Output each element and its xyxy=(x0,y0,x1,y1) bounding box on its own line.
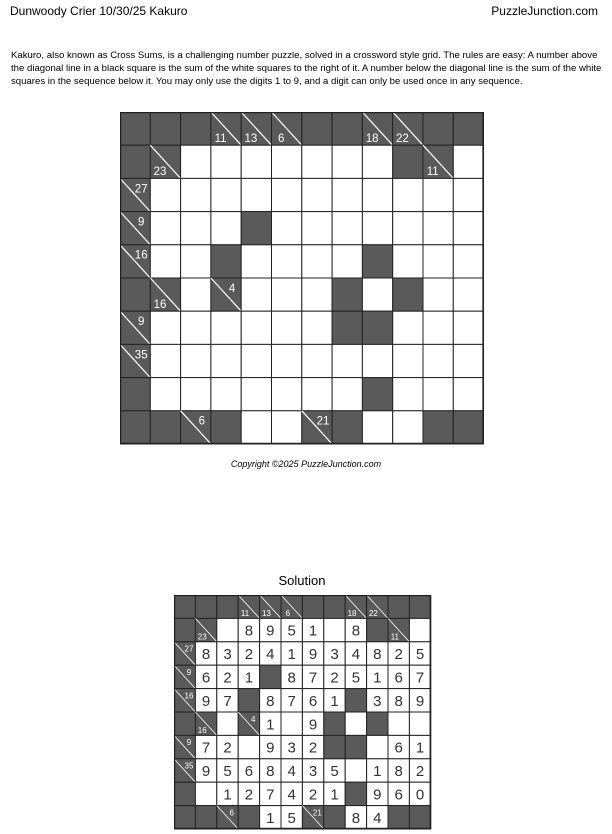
entry-cell[interactable] xyxy=(150,344,180,377)
entry-cell[interactable] xyxy=(211,311,241,344)
block-cell xyxy=(120,112,150,145)
down-clue: 16 xyxy=(153,298,167,311)
entry-cell[interactable] xyxy=(453,311,483,344)
down-clue: 13 xyxy=(244,132,258,145)
solution-digit: 6 xyxy=(394,739,403,757)
entry-cell[interactable] xyxy=(423,311,453,344)
solution-digit: 5 xyxy=(415,646,425,664)
solution-digit: 4 xyxy=(287,763,296,781)
solution-digit: 8 xyxy=(351,809,361,827)
block-cell xyxy=(181,112,211,145)
entry-cell[interactable] xyxy=(150,212,180,245)
down-clue: 18 xyxy=(365,132,379,145)
entry-cell[interactable] xyxy=(362,344,392,377)
block-cell xyxy=(211,411,241,444)
solution-digit: 3 xyxy=(223,646,232,664)
entry-cell[interactable] xyxy=(393,245,423,278)
solution-digit: 8 xyxy=(244,622,254,640)
solution-digit: 2 xyxy=(415,763,425,781)
block-cell xyxy=(238,806,259,829)
block-cell xyxy=(345,689,366,712)
entry-cell[interactable] xyxy=(393,311,423,344)
solution-digit: 5 xyxy=(223,763,232,781)
block-cell xyxy=(174,782,195,805)
solution-digit: 1 xyxy=(266,809,275,827)
block-cell xyxy=(238,689,259,712)
block-cell xyxy=(332,411,362,444)
block-cell xyxy=(393,145,423,178)
entry-cell[interactable] xyxy=(181,178,211,211)
entry-cell[interactable] xyxy=(453,278,483,311)
solution-digit: 5 xyxy=(287,622,296,640)
entry-cell[interactable] xyxy=(302,344,332,377)
solution-digit: 9 xyxy=(266,622,275,640)
across-clue: 6 xyxy=(198,415,206,428)
entry-cell[interactable] xyxy=(302,378,332,411)
solution-digit: 9 xyxy=(373,786,382,804)
entry-cell[interactable] xyxy=(302,145,332,178)
solution-digit: 1 xyxy=(223,786,232,804)
solution-digit: 2 xyxy=(244,786,254,804)
entry-cell[interactable] xyxy=(302,311,332,344)
entry-cell xyxy=(409,712,430,735)
across-clue: 16 xyxy=(134,249,148,262)
solution-digit: 6 xyxy=(201,669,211,687)
across-clue: 9 xyxy=(138,216,145,229)
block-cell xyxy=(120,145,150,178)
solution-digit: 1 xyxy=(373,763,382,781)
solution-digit: 6 xyxy=(394,669,403,687)
entry-cell[interactable] xyxy=(453,344,483,377)
block-cell xyxy=(409,806,430,829)
block-cell xyxy=(332,112,362,145)
block-cell xyxy=(120,411,150,444)
entry-cell[interactable] xyxy=(362,411,392,444)
entry-cell[interactable] xyxy=(423,245,453,278)
down-clue: 11 xyxy=(240,609,250,619)
block-cell xyxy=(217,595,238,618)
solution-digit: 8 xyxy=(373,646,382,664)
down-clue: 6 xyxy=(285,609,291,619)
down-clue: 11 xyxy=(390,632,400,642)
entry-cell[interactable] xyxy=(181,344,211,377)
solution-digit: 1 xyxy=(373,669,382,687)
entry-cell[interactable] xyxy=(211,178,241,211)
entry-cell[interactable] xyxy=(211,145,241,178)
solution-digit: 6 xyxy=(308,692,318,710)
entry-cell[interactable] xyxy=(393,212,423,245)
entry-cell[interactable] xyxy=(302,212,332,245)
entry-cell[interactable] xyxy=(241,245,271,278)
block-cell xyxy=(423,411,453,444)
entry-cell[interactable] xyxy=(332,145,362,178)
solution-digit: 5 xyxy=(287,809,296,827)
block-cell xyxy=(302,595,323,618)
entry-cell[interactable] xyxy=(150,378,180,411)
block-cell xyxy=(302,112,332,145)
solution-digit: 4 xyxy=(266,646,275,664)
solution-digit: 7 xyxy=(223,692,232,710)
solution-digit: 2 xyxy=(308,786,318,804)
entry-cell[interactable] xyxy=(302,278,332,311)
entry-cell[interactable] xyxy=(302,178,332,211)
solution-digit: 8 xyxy=(266,763,275,781)
solution-digit: 1 xyxy=(330,692,339,710)
entry-cell[interactable] xyxy=(362,145,392,178)
block-cell xyxy=(195,595,216,618)
entry-cell[interactable] xyxy=(362,178,392,211)
block-cell xyxy=(174,595,195,618)
entry-cell xyxy=(281,712,302,735)
entry-cell[interactable] xyxy=(181,278,211,311)
entry-cell xyxy=(324,618,345,641)
block-cell xyxy=(362,245,392,278)
solution-digit: 4 xyxy=(287,786,296,804)
solution-digit: 9 xyxy=(266,739,275,757)
solution-digit: 7 xyxy=(201,739,211,757)
down-clue: 11 xyxy=(426,166,439,179)
entry-cell[interactable] xyxy=(272,411,302,444)
solution-digit: 7 xyxy=(287,692,296,710)
block-cell xyxy=(174,712,195,735)
entry-cell[interactable] xyxy=(423,178,453,211)
across-clue: 9 xyxy=(186,738,192,748)
kakuro-solution-grid xyxy=(174,595,432,830)
entry-cell xyxy=(388,712,409,735)
entry-cell[interactable] xyxy=(393,178,423,211)
across-clue: 4 xyxy=(228,282,236,295)
solution-digit: 3 xyxy=(308,763,318,781)
across-clue: 6 xyxy=(229,808,235,818)
entry-cell[interactable] xyxy=(211,344,241,377)
block-cell xyxy=(367,618,388,641)
entry-cell[interactable] xyxy=(332,245,362,278)
block-cell xyxy=(423,112,453,145)
down-clue: 11 xyxy=(214,132,227,145)
entry-cell[interactable] xyxy=(272,178,302,211)
entry-cell[interactable] xyxy=(332,378,362,411)
entry-cell[interactable] xyxy=(241,145,271,178)
across-clue: 35 xyxy=(184,761,194,771)
entry-cell xyxy=(345,759,366,782)
site-name: PuzzleJunction.com xyxy=(491,4,598,18)
entry-cell[interactable] xyxy=(150,245,180,278)
solution-digit: 9 xyxy=(308,716,318,734)
entry-cell[interactable] xyxy=(181,245,211,278)
solution-digit: 1 xyxy=(415,739,425,757)
solution-digit: 2 xyxy=(308,739,318,757)
across-clue: 35 xyxy=(134,349,148,362)
entry-cell[interactable] xyxy=(241,311,271,344)
block-cell xyxy=(332,278,362,311)
entry-cell[interactable] xyxy=(453,145,483,178)
entry-cell[interactable] xyxy=(423,344,453,377)
solution-digit: 2 xyxy=(244,646,254,664)
solution-digit: 8 xyxy=(201,646,211,664)
solution-digit: 2 xyxy=(330,669,339,687)
solution-digit: 1 xyxy=(330,786,339,804)
block-cell xyxy=(324,712,345,735)
block-cell xyxy=(211,245,241,278)
block-cell xyxy=(120,278,150,311)
entry-cell xyxy=(238,735,259,758)
block-cell xyxy=(362,378,392,411)
block-cell xyxy=(367,712,388,735)
entry-cell[interactable] xyxy=(181,378,211,411)
entry-cell[interactable] xyxy=(332,344,362,377)
entry-cell[interactable] xyxy=(241,278,271,311)
solution-digit: 8 xyxy=(351,622,361,640)
entry-cell[interactable] xyxy=(272,245,302,278)
entry-cell[interactable] xyxy=(150,178,180,211)
entry-cell[interactable] xyxy=(272,278,302,311)
block-cell xyxy=(388,806,409,829)
block-cell xyxy=(345,782,366,805)
solution-digit: 8 xyxy=(266,692,275,710)
solution-digit: 5 xyxy=(351,669,361,687)
entry-cell[interactable] xyxy=(272,378,302,411)
block-cell xyxy=(174,618,195,641)
solution-digit: 2 xyxy=(394,646,403,664)
entry-cell[interactable] xyxy=(181,311,211,344)
entry-cell[interactable] xyxy=(272,212,302,245)
block-cell xyxy=(324,735,345,758)
solution-digit: 9 xyxy=(415,692,425,710)
entry-cell[interactable] xyxy=(423,278,453,311)
across-clue: 21 xyxy=(316,415,330,428)
entry-cell[interactable] xyxy=(211,212,241,245)
solution-digit: 3 xyxy=(373,692,382,710)
solution-digit: 6 xyxy=(244,763,254,781)
block-cell xyxy=(260,665,281,688)
solution-digit: 4 xyxy=(351,646,361,664)
entry-cell[interactable] xyxy=(241,411,271,444)
instructions-text: Kakuro, also known as Cross Sums, is a challenging number puzzle, solved in a crossword style grid. The rules are easy: A number above the diagonal line in a black square is the sum of the white squares to the right of it. A number below the diagonal line is the sum of the white squares in the sequence below it. You may only use the digits 1 to 9, and a digit can only be used once in any sequence. xyxy=(11,50,602,87)
entry-cell[interactable] xyxy=(272,344,302,377)
block-cell xyxy=(324,806,345,829)
entry-cell xyxy=(195,782,216,805)
entry-cell[interactable] xyxy=(332,178,362,211)
block-cell xyxy=(393,278,423,311)
entry-cell[interactable] xyxy=(393,411,423,444)
entry-cell[interactable] xyxy=(302,245,332,278)
solution-digit: 7 xyxy=(415,669,425,687)
solution-digit: 1 xyxy=(287,646,296,664)
copyright-notice: Copyright ©2025 PuzzleJunction.com xyxy=(230,459,382,469)
down-clue: 22 xyxy=(368,609,378,619)
solution-digit: 3 xyxy=(287,739,296,757)
across-clue: 21 xyxy=(312,808,322,818)
down-clue: 6 xyxy=(277,132,285,145)
down-clue: 23 xyxy=(197,632,207,642)
solution-digit: 8 xyxy=(394,692,403,710)
block-cell xyxy=(388,595,409,618)
across-clue: 4 xyxy=(250,714,256,724)
entry-cell[interactable] xyxy=(362,212,392,245)
solution-digit: 1 xyxy=(244,669,254,687)
entry-cell[interactable] xyxy=(393,378,423,411)
solution-digit: 8 xyxy=(287,669,296,687)
across-clue: 27 xyxy=(134,183,148,196)
solution-digit: 2 xyxy=(223,739,232,757)
entry-cell xyxy=(217,712,238,735)
down-clue: 18 xyxy=(347,609,357,619)
solution-digit: 7 xyxy=(308,669,318,687)
solution-digit: 9 xyxy=(201,763,211,781)
entry-cell[interactable] xyxy=(150,311,180,344)
entry-cell[interactable] xyxy=(241,378,271,411)
solution-digit: 0 xyxy=(415,786,425,804)
entry-cell[interactable] xyxy=(241,344,271,377)
solution-digit: 5 xyxy=(330,763,339,781)
entry-cell[interactable] xyxy=(453,178,483,211)
entry-cell[interactable] xyxy=(362,278,392,311)
entry-cell[interactable] xyxy=(423,212,453,245)
across-clue: 9 xyxy=(138,316,145,329)
solution-digit: 9 xyxy=(201,692,211,710)
entry-cell[interactable] xyxy=(211,378,241,411)
entry-cell xyxy=(409,618,430,641)
entry-cell[interactable] xyxy=(181,145,211,178)
entry-cell[interactable] xyxy=(272,311,302,344)
entry-cell xyxy=(345,712,366,735)
down-clue: 22 xyxy=(395,132,409,145)
entry-cell[interactable] xyxy=(241,178,271,211)
solution-digit: 3 xyxy=(330,646,339,664)
entry-cell[interactable] xyxy=(453,378,483,411)
solution-digit: 1 xyxy=(266,716,275,734)
block-cell xyxy=(362,311,392,344)
across-clue: 9 xyxy=(186,668,192,678)
block-cell xyxy=(453,112,483,145)
entry-cell xyxy=(367,735,388,758)
solution-title: Solution xyxy=(278,573,326,588)
down-clue: 23 xyxy=(153,166,167,179)
block-cell xyxy=(409,595,430,618)
down-clue: 16 xyxy=(197,726,207,736)
solution-digit: 8 xyxy=(394,763,403,781)
block-cell xyxy=(195,806,216,829)
solution-digit: 2 xyxy=(223,669,232,687)
block-cell xyxy=(241,212,271,245)
solution-digit: 6 xyxy=(394,786,403,804)
solution-digit: 4 xyxy=(373,809,382,827)
header-title: Dunwoody Crier 10/30/25 Kakuro xyxy=(10,4,188,18)
across-clue: 16 xyxy=(184,691,194,701)
entry-cell[interactable] xyxy=(453,245,483,278)
block-cell xyxy=(150,411,180,444)
block-cell xyxy=(345,735,366,758)
solution-digit: 1 xyxy=(308,622,318,640)
entry-cell[interactable] xyxy=(453,212,483,245)
down-clue: 13 xyxy=(261,609,271,619)
block-cell xyxy=(453,411,483,444)
entry-cell[interactable] xyxy=(423,378,453,411)
entry-cell[interactable] xyxy=(332,212,362,245)
block-cell xyxy=(324,595,345,618)
entry-cell[interactable] xyxy=(393,344,423,377)
solution-digit: 7 xyxy=(266,786,275,804)
block-cell xyxy=(332,311,362,344)
solution-digit: 9 xyxy=(308,646,318,664)
entry-cell xyxy=(217,618,238,641)
kakuro-puzzle-grid[interactable] xyxy=(120,112,484,445)
entry-cell[interactable] xyxy=(181,212,211,245)
block-cell xyxy=(150,112,180,145)
across-clue: 27 xyxy=(184,644,194,654)
entry-cell[interactable] xyxy=(272,145,302,178)
block-cell xyxy=(174,806,195,829)
block-cell xyxy=(120,378,150,411)
